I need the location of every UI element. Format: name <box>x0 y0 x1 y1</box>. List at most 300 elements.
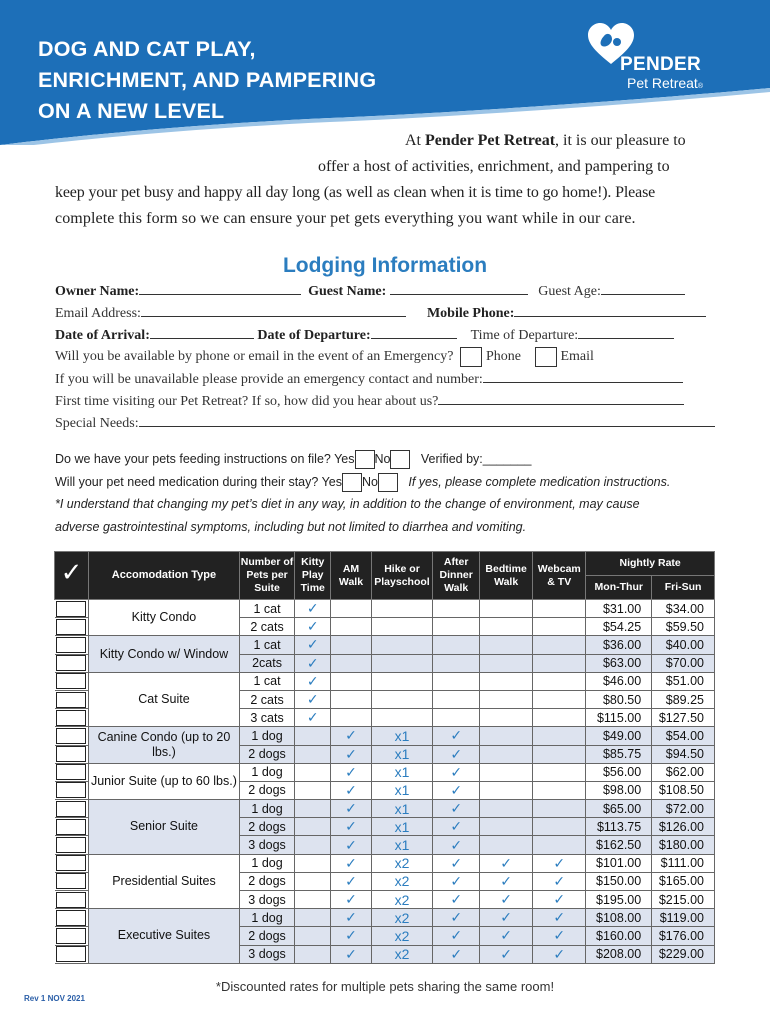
webcam-cell <box>533 891 586 909</box>
hike-cell <box>371 600 433 618</box>
fri-sun-price-cell: $59.50 <box>652 618 715 636</box>
pets-count-cell: 3 cats <box>239 709 294 727</box>
hike-count: x1 <box>394 727 410 744</box>
check-icon: ✓ <box>345 927 357 944</box>
feeding-line <box>55 450 531 469</box>
check-icon: ✓ <box>345 872 357 889</box>
webcam-cell <box>533 909 586 927</box>
after-dinner-cell <box>433 872 480 890</box>
after-dinner-cell <box>433 781 480 799</box>
accommodation-header: Accomodation Type <box>89 552 240 600</box>
kitty-play-cell <box>295 727 331 745</box>
webcam-cell <box>533 745 586 763</box>
kitty-play-cell <box>295 763 331 781</box>
am-walk-header: AM Walk <box>331 552 371 600</box>
logo-subtitle <box>627 75 703 91</box>
webcam-cell <box>533 672 586 690</box>
bedtime-cell <box>480 945 533 963</box>
check-icon: ✓ <box>450 872 463 889</box>
arrival-field[interactable] <box>150 327 254 339</box>
row-select-checkbox[interactable] <box>56 619 86 635</box>
after-dinner-cell <box>433 854 480 872</box>
bedtime-cell <box>480 836 533 854</box>
pets-count-cell: 2 dogs <box>239 927 294 945</box>
mon-thur-price-cell: $46.00 <box>586 672 652 690</box>
check-icon: ✓ <box>306 709 319 726</box>
row-select-cell <box>55 909 89 927</box>
hike-cell <box>371 636 433 654</box>
fri-sun-price-cell: $51.00 <box>652 672 715 690</box>
pets-count-cell: 2 cats <box>239 690 294 708</box>
pets-count-cell: 2 dogs <box>239 818 294 836</box>
am-walk-cell <box>331 854 371 872</box>
guest-name-label: Guest Name: <box>308 284 387 299</box>
hike-cell <box>371 891 433 909</box>
hike-cell <box>371 709 433 727</box>
hike-cell <box>371 618 433 636</box>
kitty-play-cell <box>295 709 331 727</box>
select-column-header <box>55 552 89 600</box>
row-select-checkbox[interactable] <box>56 910 86 926</box>
disclaimer-line-1 <box>55 497 640 511</box>
hike-cell <box>371 781 433 799</box>
webcam-cell <box>533 945 586 963</box>
row-select-cell <box>55 818 89 836</box>
am-walk-cell <box>331 636 371 654</box>
row-select-cell <box>55 636 89 654</box>
special-needs-field[interactable] <box>139 415 715 427</box>
kitty-play-cell <box>295 854 331 872</box>
check-icon: ✓ <box>450 800 463 817</box>
hike-count: x2 <box>394 927 410 944</box>
check-icon: ✓ <box>500 891 512 908</box>
fri-sun-price-cell: $126.00 <box>652 818 715 836</box>
kitty-play-cell <box>295 909 331 927</box>
hike-cell <box>371 854 433 872</box>
intro-pre: At <box>405 132 425 149</box>
section-title: Lodging Information <box>282 254 488 277</box>
row-select-cell <box>55 872 89 890</box>
am-walk-cell <box>331 800 371 818</box>
bedtime-cell <box>480 745 533 763</box>
revision-label: Rev 1 NOV 2021 <box>24 994 85 1003</box>
fri-sun-price-cell: $89.25 <box>652 690 715 708</box>
check-icon: ✓ <box>450 927 463 944</box>
guest-age-label: Guest Age: <box>538 284 601 299</box>
am-walk-cell <box>331 618 371 636</box>
check-icon: ✓ <box>500 909 512 926</box>
fri-sun-price-cell: $70.00 <box>652 654 715 672</box>
pets-count-cell: 2cats <box>239 654 294 672</box>
accommodation-type-cell: Presidential Suites <box>89 854 240 909</box>
row-select-checkbox[interactable] <box>56 873 86 889</box>
hike-count: x1 <box>394 764 410 781</box>
dates-line <box>55 327 715 344</box>
row-select-checkbox[interactable] <box>56 892 86 908</box>
mon-thur-price-cell: $80.50 <box>586 690 652 708</box>
after-dinner-cell <box>433 891 480 909</box>
kitty-play-cell <box>295 872 331 890</box>
guest-age-field[interactable] <box>601 283 685 295</box>
fri-sun-price-cell: $165.00 <box>652 872 715 890</box>
row-select-checkbox[interactable] <box>56 819 86 835</box>
kitty-play-cell <box>295 836 331 854</box>
special-needs-line <box>55 415 715 432</box>
webcam-cell <box>533 854 586 872</box>
bedtime-cell <box>480 818 533 836</box>
webcam-cell <box>533 709 586 727</box>
fri-sun-price-cell: $94.50 <box>652 745 715 763</box>
kitty-play-cell <box>295 927 331 945</box>
mon-thur-price-cell: $150.00 <box>586 872 652 890</box>
fri-sun-price-cell: $127.50 <box>652 709 715 727</box>
after-dinner-cell <box>433 836 480 854</box>
headline-line: ON A NEW LEVEL <box>38 99 225 123</box>
check-icon: ✓ <box>450 836 463 853</box>
bedtime-cell <box>480 763 533 781</box>
disclaimer-line-2 <box>55 520 526 534</box>
fri-sun-price-cell: $62.00 <box>652 763 715 781</box>
check-icon: ✓ <box>345 836 357 853</box>
row-select-checkbox[interactable] <box>56 746 86 762</box>
mon-thur-price-cell: $115.00 <box>586 709 652 727</box>
table-row <box>55 600 715 618</box>
webcam-cell <box>533 818 586 836</box>
after-dinner-cell <box>433 727 480 745</box>
check-icon: ✓ <box>553 854 566 871</box>
webcam-cell <box>533 872 586 890</box>
lodging-rate-table <box>54 551 715 964</box>
webcam-cell <box>533 800 586 818</box>
pets-count-cell: 1 dog <box>239 800 294 818</box>
check-icon: ✓ <box>345 745 357 762</box>
hike-cell <box>371 927 433 945</box>
fri-sun-price-cell: $54.00 <box>652 727 715 745</box>
row-select-cell <box>55 763 89 781</box>
arrival-label: Date of Arrival: <box>55 328 150 343</box>
hike-count: x2 <box>394 891 410 908</box>
mon-thur-price-cell: $49.00 <box>586 727 652 745</box>
hike-count: x2 <box>394 873 410 890</box>
pets-count-cell: 2 dogs <box>239 745 294 763</box>
row-select-cell <box>55 927 89 945</box>
discount-footnote: *Discounted rates for multiple pets sharing the same room! <box>215 979 555 994</box>
row-select-checkbox[interactable] <box>56 946 86 962</box>
kitty-play-header: Kitty Play Time <box>295 552 331 600</box>
email-field[interactable] <box>141 305 406 317</box>
headline-line: DOG AND CAT PLAY, <box>38 37 256 61</box>
after-dinner-cell <box>433 618 480 636</box>
mon-thur-price-cell: $36.00 <box>586 636 652 654</box>
row-select-cell <box>55 945 89 963</box>
medication-yes-checkbox[interactable] <box>342 473 362 492</box>
check-icon: ✓ <box>450 854 463 871</box>
check-icon: ✓ <box>450 781 463 798</box>
mon-thur-header: Mon-Thur <box>586 576 652 600</box>
medication-no-label: No <box>361 474 378 489</box>
after-dinner-cell <box>433 763 480 781</box>
row-select-cell <box>55 600 89 618</box>
am-walk-cell <box>331 927 371 945</box>
check-icon: ✓ <box>450 818 463 835</box>
feeding-yes-checkbox[interactable] <box>355 450 375 469</box>
row-select-cell <box>55 709 89 727</box>
logo-name: PENDER <box>620 54 701 75</box>
webcam-cell <box>533 727 586 745</box>
after-dinner-header: After Dinner Walk <box>433 552 480 600</box>
accommodation-type-cell: Senior Suite <box>89 800 240 855</box>
kitty-play-cell <box>295 800 331 818</box>
check-icon: ✓ <box>306 654 319 671</box>
row-select-checkbox[interactable] <box>56 637 86 653</box>
emergency-contact-field[interactable] <box>483 371 683 383</box>
bedtime-cell <box>480 654 533 672</box>
fri-sun-price-cell: $108.50 <box>652 781 715 799</box>
check-icon: ✓ <box>500 927 512 944</box>
row-select-checkbox[interactable] <box>56 855 86 871</box>
am-walk-cell <box>331 709 371 727</box>
intro-line-3: keep your pet busy and happy all day long (as well as clean when it is time to go home!). Please <box>55 184 656 201</box>
mon-thur-price-cell: $63.00 <box>586 654 652 672</box>
check-icon: ✓ <box>450 727 463 744</box>
after-dinner-cell <box>433 927 480 945</box>
webcam-cell <box>533 781 586 799</box>
am-walk-cell <box>331 945 371 963</box>
hike-cell <box>371 727 433 745</box>
after-dinner-cell <box>433 654 480 672</box>
am-walk-cell <box>331 909 371 927</box>
kitty-play-cell <box>295 654 331 672</box>
kitty-play-cell <box>295 745 331 763</box>
owner-guest-line <box>55 283 715 300</box>
after-dinner-cell <box>433 945 480 963</box>
hike-count: x2 <box>394 946 410 963</box>
am-walk-cell <box>331 891 371 909</box>
row-select-checkbox[interactable] <box>56 710 86 726</box>
disclaimer-text-1: *I understand that changing my pet’s diet in any way, in addition to the change of environment, may cause <box>55 497 640 511</box>
kitty-play-cell <box>295 818 331 836</box>
check-icon: ✓ <box>450 745 463 762</box>
bedtime-cell <box>480 781 533 799</box>
webcam-cell <box>533 927 586 945</box>
check-icon: ✓ <box>306 600 319 617</box>
row-select-cell <box>55 727 89 745</box>
am-walk-cell <box>331 763 371 781</box>
table-row <box>55 909 715 927</box>
mon-thur-price-cell: $162.50 <box>586 836 652 854</box>
accommodation-type-cell: Junior Suite (up to 60 lbs.) <box>89 763 240 799</box>
bedtime-cell <box>480 854 533 872</box>
hike-cell <box>371 909 433 927</box>
bedtime-cell <box>480 909 533 927</box>
check-icon: ✓ <box>345 800 357 817</box>
webcam-cell <box>533 690 586 708</box>
mon-thur-price-cell: $160.00 <box>586 927 652 945</box>
row-select-cell <box>55 745 89 763</box>
mon-thur-price-cell: $101.00 <box>586 854 652 872</box>
mon-thur-price-cell: $108.00 <box>586 909 652 927</box>
phone-checkbox[interactable] <box>460 347 482 367</box>
accommodation-type-cell: Canine Condo (up to 20 lbs.) <box>89 727 240 763</box>
fri-sun-price-cell: $215.00 <box>652 891 715 909</box>
check-icon: ✓ <box>553 909 566 926</box>
bedtime-cell <box>480 727 533 745</box>
phone-option-label: Phone <box>485 349 521 365</box>
registered-mark: ® <box>697 83 703 90</box>
check-icon: ✓ <box>60 557 83 587</box>
webcam-header: Webcam & TV <box>533 552 586 600</box>
fri-sun-price-cell: $111.00 <box>652 854 715 872</box>
feeding-no-label: No <box>374 451 391 466</box>
medication-line <box>55 473 670 492</box>
am-walk-cell <box>331 690 371 708</box>
row-select-checkbox[interactable] <box>56 928 86 944</box>
departure-field[interactable] <box>371 327 457 339</box>
emergency-contact-label: If you will be unavailable please provide an emergency contact and number: <box>55 372 483 387</box>
headline-line: ENRICHMENT, AND PAMPERING <box>38 68 377 92</box>
mon-thur-price-cell: $31.00 <box>586 600 652 618</box>
verified-by: Verified by:_______ <box>420 451 532 466</box>
check-icon: ✓ <box>345 909 357 926</box>
first-time-field[interactable] <box>438 393 684 405</box>
after-dinner-cell <box>433 800 480 818</box>
bedtime-cell <box>480 709 533 727</box>
hike-count: x1 <box>394 746 410 763</box>
row-select-cell <box>55 654 89 672</box>
row-select-checkbox[interactable] <box>56 837 86 853</box>
email-option-label: Email <box>560 349 594 365</box>
accommodation-type-cell: Kitty Condo <box>89 600 240 636</box>
check-icon: ✓ <box>345 781 357 798</box>
row-select-cell <box>55 854 89 872</box>
after-dinner-cell <box>433 909 480 927</box>
check-icon: ✓ <box>450 763 463 780</box>
pets-count-cell: 1 cat <box>239 672 294 690</box>
intro-brand: Pender Pet Retreat <box>425 132 556 149</box>
mon-thur-price-cell: $85.75 <box>586 745 652 763</box>
departure-time-label: Time of Departure: <box>470 328 579 343</box>
first-time-label: First time visiting our Pet Retreat? If so, how did you hear about us? <box>55 394 439 409</box>
mon-thur-price-cell: $65.00 <box>586 800 652 818</box>
pets-count-cell: 2 dogs <box>239 781 294 799</box>
hike-count: x1 <box>394 800 410 817</box>
row-select-checkbox[interactable] <box>56 728 86 744</box>
am-walk-cell <box>331 872 371 890</box>
email-checkbox[interactable] <box>535 347 557 367</box>
fri-sun-price-cell: $176.00 <box>652 927 715 945</box>
bedtime-cell <box>480 800 533 818</box>
hike-cell <box>371 818 433 836</box>
kitty-play-cell <box>295 672 331 690</box>
hike-count: x1 <box>394 818 410 835</box>
kitty-play-cell <box>295 781 331 799</box>
row-select-cell <box>55 781 89 799</box>
medication-note: If yes, please complete medication instructions. <box>408 474 671 489</box>
check-icon: ✓ <box>306 672 319 689</box>
guest-name-field[interactable] <box>390 283 528 295</box>
hike-count: x2 <box>394 909 410 926</box>
mon-thur-price-cell: $54.25 <box>586 618 652 636</box>
pets-count-cell: 3 dogs <box>239 836 294 854</box>
header-banner <box>0 0 770 145</box>
intro-line-2: offer a host of activities, enrichment, and pampering to <box>318 158 670 175</box>
webcam-cell <box>533 600 586 618</box>
row-select-cell <box>55 800 89 818</box>
fri-sun-header: Fri-Sun <box>652 576 715 600</box>
kitty-play-cell <box>295 690 331 708</box>
mon-thur-price-cell: $98.00 <box>586 781 652 799</box>
mobile-field[interactable] <box>514 305 706 317</box>
departure-time-field[interactable] <box>578 327 674 339</box>
hike-cell <box>371 945 433 963</box>
check-icon: ✓ <box>306 691 319 708</box>
row-select-checkbox[interactable] <box>56 764 86 780</box>
check-icon: ✓ <box>553 927 566 944</box>
mon-thur-price-cell: $195.00 <box>586 891 652 909</box>
hike-cell <box>371 763 433 781</box>
pets-count-cell: 1 dog <box>239 727 294 745</box>
bedtime-cell <box>480 672 533 690</box>
bedtime-header: Bedtime Walk <box>480 552 533 600</box>
webcam-cell <box>533 836 586 854</box>
hike-header: Hike or Playschool <box>371 552 433 600</box>
medication-no-checkbox[interactable] <box>378 473 398 492</box>
bedtime-cell <box>480 872 533 890</box>
email-mobile-line <box>55 305 715 322</box>
check-icon: ✓ <box>500 872 512 889</box>
row-select-cell <box>55 618 89 636</box>
webcam-cell <box>533 618 586 636</box>
row-select-checkbox[interactable] <box>56 655 86 671</box>
row-select-checkbox[interactable] <box>56 782 86 798</box>
kitty-play-cell <box>295 945 331 963</box>
hike-count: x1 <box>394 837 410 854</box>
emergency-line <box>55 347 715 367</box>
am-walk-cell <box>331 654 371 672</box>
check-icon: ✓ <box>345 818 357 835</box>
accommodation-type-cell: Kitty Condo w/ Window <box>89 636 240 672</box>
check-icon: ✓ <box>450 945 463 962</box>
am-walk-cell <box>331 781 371 799</box>
pets-count-cell: 1 dog <box>239 909 294 927</box>
hike-cell <box>371 690 433 708</box>
kitty-play-cell <box>295 618 331 636</box>
check-icon: ✓ <box>345 727 357 744</box>
after-dinner-cell <box>433 690 480 708</box>
after-dinner-cell <box>433 600 480 618</box>
row-select-checkbox[interactable] <box>56 801 86 817</box>
table-row <box>55 636 715 654</box>
after-dinner-cell <box>433 745 480 763</box>
row-select-checkbox[interactable] <box>56 673 86 689</box>
feeding-no-checkbox[interactable] <box>390 450 410 469</box>
row-select-checkbox[interactable] <box>56 692 86 708</box>
am-walk-cell <box>331 836 371 854</box>
fri-sun-price-cell: $34.00 <box>652 600 715 618</box>
disclaimer-text-2: adverse gastrointestinal symptoms, including but not limited to diarrhea and vomiting. <box>55 520 527 534</box>
pender-logo <box>586 22 726 102</box>
special-needs-label: Special Needs: <box>55 416 139 431</box>
hike-cell <box>371 654 433 672</box>
rate-table-body <box>55 600 715 964</box>
pets-count-cell: 3 dogs <box>239 891 294 909</box>
row-select-checkbox[interactable] <box>56 601 86 617</box>
webcam-cell <box>533 654 586 672</box>
after-dinner-cell <box>433 636 480 654</box>
owner-name-field[interactable] <box>139 283 301 295</box>
pets-count-cell: 2 cats <box>239 618 294 636</box>
emergency-question: Will you be available by phone or email in the event of an Emergency? <box>55 349 454 365</box>
